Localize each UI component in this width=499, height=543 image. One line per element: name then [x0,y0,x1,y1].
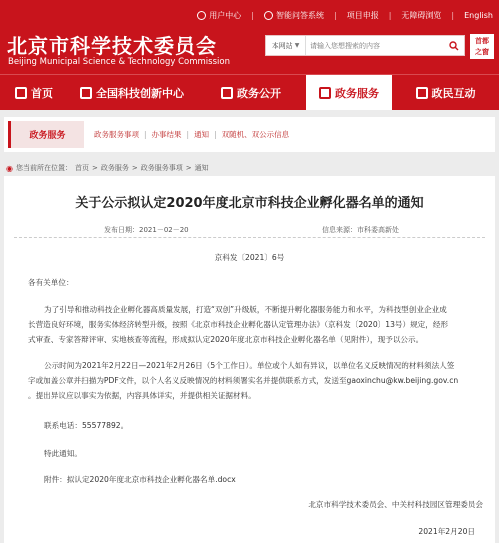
center-icon [80,87,92,99]
breadcrumb: ◉ 您当前所在位置： 首页 > 政务服务 > 政务服务事项 > 通知 [6,163,209,173]
paragraph-line: 为了引导和推动科技企业孵化器高质量发展，打造“双创”升级版，不断提升孵化器服务能力和水平，为科技型创业企业成 [44,305,447,314]
separator: | [144,130,147,139]
subnav-item-double-random[interactable]: 双随机、双公示信息 [221,130,290,139]
capital-window-logo[interactable]: 首都 之窗 [469,33,495,60]
info-source: 信息来源：市科委高新处 [322,226,399,234]
separator: | [451,10,455,20]
nav-home[interactable]: 首页 [0,75,68,110]
separator: | [334,10,337,20]
separator: | [388,10,392,20]
contact-phone: 联系电话：55577892。 [44,421,129,430]
search-bar [265,35,465,56]
nav-interaction[interactable]: 政民互动 [392,75,499,110]
separator: | [214,130,217,139]
article-panel [4,176,495,543]
sign-date: 2021年2月20日 [418,527,475,536]
subnav-item-service-items[interactable]: 政务服务事项 [94,130,139,139]
search-input[interactable] [306,36,444,55]
site-subtitle: Beijing Municipal Science & Technology Commission [8,57,230,67]
briefcase-icon [319,87,331,99]
site-banner [0,30,499,74]
subnav-item-notices[interactable]: 通知 [194,130,210,139]
breadcrumb-notices[interactable]: 通知 [194,164,209,172]
doc-number: 京科发〔2021〕6号 [214,253,285,262]
salutation: 各有关单位： [28,278,74,287]
breadcrumb-gov-service[interactable]: 政务服务 [100,164,129,172]
subnav-section-label: 政务服务 [8,121,84,148]
qa-system-link[interactable]: 智能问答系统 [264,10,324,21]
subnav-links [94,129,289,140]
breadcrumb-service-items[interactable]: 政务服务事项 [140,164,183,172]
attachment-link[interactable]: 附件：拟认定2020年度北京市科技企业孵化器名单.docx [44,475,236,484]
document-icon [221,87,233,99]
paragraph-line: 字或加盖公章并扫描为PDF文件，以个人名义反映情况的材料须署实名并提供联系方式，发送至gaoxinchu@kw.beijing.gov.cn [28,376,459,385]
nav-gov-service[interactable]: 政务服务 [306,75,392,110]
search-icon [449,41,459,51]
chevron-down-icon: ▼ [294,42,300,49]
main-nav [0,74,499,110]
paragraph-line: 公示时间为2021年2月22日—2021年2月26日（5个工作日）。单位或个人如有异议，以单位名义反映情况的材料须法人签 [44,361,455,370]
nav-innovation-center[interactable]: 全国科技创新中心 [68,75,196,110]
paragraph-line: 式审查、专家答辩评审、实地核查等流程，形成拟认定2020年度北京市科技企业孵化器名单（见附件），现予以公示。 [28,335,424,344]
separator: | [251,10,254,20]
robot-icon [264,11,273,20]
closing: 特此通知。 [44,449,82,458]
breadcrumb-home[interactable]: 首页 [74,164,89,172]
top-utility-bar [0,0,499,30]
paragraph-line: 。提出异议应以事实为依据，内容具体详实，并提供相关证据材料。 [28,391,256,400]
search-scope-select[interactable]: 本网站 ▼ [266,36,306,55]
site-title[interactable]: 北京市科学技术委员会 [7,34,217,58]
english-link[interactable]: English [464,10,493,20]
location-pin-icon: ◉ [6,163,13,173]
chat-icon [416,87,428,99]
signature: 北京市科学技术委员会、中关村科技园区管理委员会 [308,500,483,509]
article-title: 关于公示拟认定2020年度北京市科技企业孵化器名单的通知 [75,196,424,211]
publish-date: 发布日期：2021－02－20 [104,226,189,234]
paragraph-line: 长营造良好环境，服务实体经济转型升级，按照《北京市科技企业孵化器认定管理办法》（京科发〔2020〕13号）规定，经形 [28,320,449,329]
nav-gov-info[interactable]: 政务公开 [196,75,306,110]
search-button[interactable] [444,36,464,55]
subnav-item-results[interactable]: 办事结果 [151,130,182,139]
home-icon [15,87,27,99]
accessibility-link[interactable]: 无障碍浏览 [401,10,442,20]
user-center-link[interactable]: 用户中心 [197,10,241,21]
separator: | [186,130,190,139]
project-apply-link[interactable]: 项目申报 [346,10,379,20]
sub-nav [4,117,495,152]
divider [14,237,485,238]
user-icon [197,11,206,20]
